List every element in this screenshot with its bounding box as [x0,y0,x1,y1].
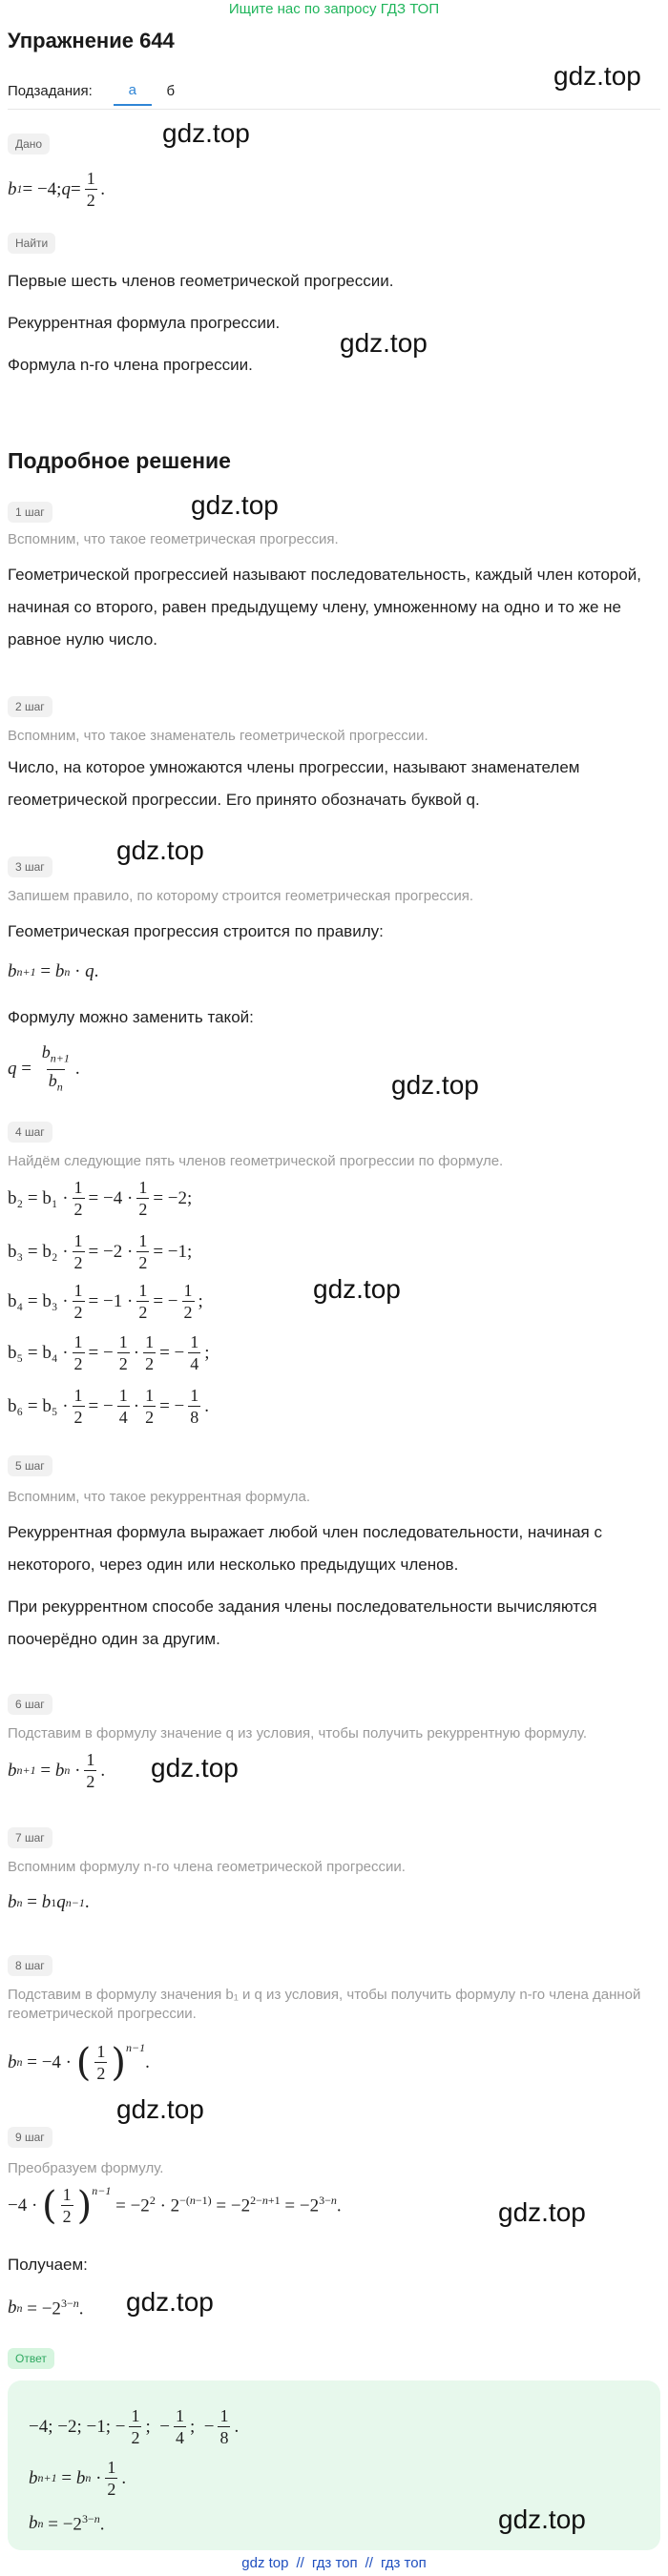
watermark: gdz.top [162,118,250,148]
footer-link[interactable]: гдз топ [380,2555,427,2571]
step-badge: 2 шаг [8,696,52,717]
watermark: gdz.top [116,835,204,865]
term-row: b₃ = b₂ · $\frac{1}{2}$ = −2 · $\frac{1}{2}$ = −1; [8,1231,193,1272]
substituted-formula: b n = −4 · ( $\frac{1}{2}$ ) $^{n-1}$ . [8,2040,150,2085]
step-text: Получаем: [8,2256,88,2274]
watermark: gdz.top [191,490,279,520]
step-badge: 9 шаг [8,2127,52,2148]
watermark: gdz.top [151,1753,239,1783]
find-item: Рекуррентная формула прогрессии. [8,314,281,332]
watermark: gdz.top [116,2094,204,2124]
step-badge: 7 шаг [8,1827,52,1848]
step-badge: 4 шаг [8,1122,52,1143]
transform-formula: −4 · ( $\frac{1}{2}$ ) $^{n-1}$ = $-2^2 \cdot 2^{-(n-1)} = -2^{2-n+1} = -2^{3-n}$. [8,2183,342,2228]
step-text: Геометрическая прогрессия строится по правилу: [8,922,384,940]
nth-term-formula: b n = b 1 q n−1 . [8,1892,90,1912]
given-formula: b 1 = −4; q = $\frac{1}{2}$ . [8,169,106,210]
tab-a[interactable]: а [114,82,152,106]
watermark: gdz.top [553,61,641,91]
step-hint: Запишем правило, по которому строится геометрическая прогрессия. [8,888,474,904]
rule-formula: b n+1 = b n · q . [8,961,99,981]
watermark: gdz.top [340,328,428,358]
given-badge: Дано [8,134,50,155]
page-title: Упражнение 644 [8,29,175,52]
step-text: Геометрической прогрессией называют последовательность, каждый член которой, начиная со второго, равен предыдущему члену, умноженному на одно и то же не равное нулю число. [8,566,642,649]
answer-line: −4; −2; −1; − $\frac{1}{2}$ ; − $\frac{1}{4}$ ; − $\frac{1}{8}$ . [29,2406,240,2447]
step-hint: Подставим в формулу значение q из условия, чтобы получить рекуррентную формулу. [8,1725,588,1741]
recurrence-formula: b n+1 = b n · $\frac{1}{2}$ . [8,1750,106,1791]
step-hint: Вспомним, что такое знаменатель геометрической прогрессии. [8,728,428,744]
step-text: Формулу можно заменить такой: [8,1008,254,1026]
search-banner[interactable]: Ищите нас по запросу ГДЗ ТОП [228,1,440,17]
step-hint: Вспомним, что такое рекуррентная формула. [8,1489,311,1505]
solution-heading: Подробное решение [8,448,231,473]
find-item: Формула n-го члена прогрессии. [8,356,253,374]
step-badge: 1 шаг [8,502,52,523]
step-hint: Вспомним формулу n-го члена геометрической прогрессии. [8,1859,406,1875]
step-hint: Вспомним, что такое геометрическая прогрессия. [8,531,339,547]
step-text: При рекуррентном способе задания члены последовательности вычисляются поочерёдно один за другим. [8,1597,597,1648]
find-item: Первые шесть членов геометрической прогрессии. [8,272,394,290]
step-badge: 3 шаг [8,856,52,877]
subtasks-label: Подзадания: [8,82,93,99]
footer-links: gdz top // гдз топ // гдз топ [241,2555,427,2571]
footer-link[interactable]: gdz top [241,2555,289,2571]
answer-line: b n = $-2^{3-n}$. [29,2512,105,2535]
watermark: gdz.top [313,1274,401,1304]
divider [8,109,660,110]
step-text: Рекуррентная формула выражает любой член последовательности, начиная с некоторого, через один или несколько предыдущих членов. [8,1523,602,1574]
find-badge: Найти [8,233,55,254]
step-badge: 6 шаг [8,1694,52,1715]
step-badge: 5 шаг [8,1455,52,1476]
watermark: gdz.top [498,2197,586,2227]
watermark: gdz.top [391,1070,479,1100]
step-badge: 8 шаг [8,1955,52,1976]
term-row: b₆ = b₅ · $\frac{1}{2}$ = − $\frac{1}{4}$ · $\frac{1}{2}$ = − $\frac{1}{8}$ . [8,1386,209,1427]
term-row: b₂ = b₁ · $\frac{1}{2}$ = −4 · $\frac{1}{2}$ = −2; [8,1178,193,1219]
q-formula: q = $\frac{b_{n+1}}{b_n}$ . [8,1041,80,1097]
term-row: b₅ = b₄ · $\frac{1}{2}$ = − $\frac{1}{2}$ · $\frac{1}{2}$ = − $\frac{1}{4}$ ; [8,1332,210,1373]
answer-line: b n+1 = b n · $\frac{1}{2}$ . [29,2458,127,2499]
step-hint: Преобразуем формулу. [8,2160,164,2176]
step-hint: Найдём следующие пять членов геометрической прогрессии по формуле. [8,1153,504,1169]
watermark: gdz.top [126,2287,214,2317]
footer-link[interactable]: гдз топ [311,2555,358,2571]
subtasks-bar [8,76,190,105]
step-text: Число, на которое умножаются члены прогрессии, называют знаменателем геометрической прогрессии. Его принято обозначать буквой q. [8,758,580,809]
tab-b[interactable]: б [166,82,176,99]
answer-badge: Ответ [8,2348,54,2369]
term-row: b₄ = b₃ · $\frac{1}{2}$ = −1 · $\frac{1}{2}$ = − $\frac{1}{2}$ ; [8,1281,203,1322]
watermark: gdz.top [498,2504,586,2534]
step-hint: Подставим в формулу значения b₁ и q из условия, чтобы получить формулу n-го члена данной геометрической прогрессии. [8,1987,641,2022]
result-formula: b n = $-2^{3-n}$. [8,2297,84,2319]
